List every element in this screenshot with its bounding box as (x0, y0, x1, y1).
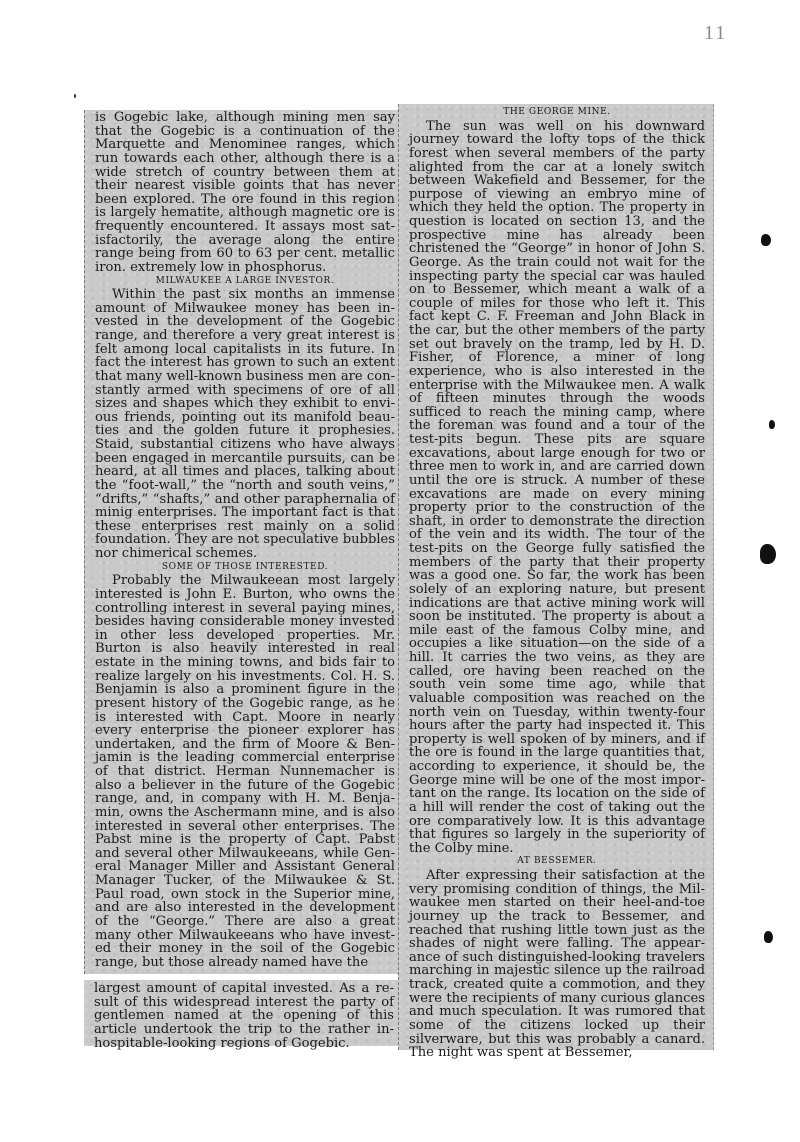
section-heading-milwaukee-investor: MILWAUKEE A LARGE INVESTOR. (155, 275, 335, 286)
paragraph-george-mine: The sun was well on his downward journey toward the lofty tops of the thick forest when several members of the party alighted from the car at a lonely switch between Wakefield and Bessemer, for the purpose of viewing an embryo mine of which they held the option. The property in question is located on section 13, and the prospective mine has already been christened the “George” in honor of John S. George. As the train could not wait for the inspecting party the special car was hauled on to Bessemer, which meant a walk of a couple of miles for those who left it. This fact kept C. F. Freeman and John Black in the car, but the other members of the party set out bravely on the tramp, led by H. D. Fisher, of Florence, a miner of long experience, who is also interested in the enterprise with the Milwaukee men. A walk of fifteen minutes through the woods sufficed to reach the mining camp, where the foreman was found and a tour of the test-pits begun. These pits are square excavations, about large enough for two or three men to work in, and are carried down until the ore is struck. A number of these excavations are made on every mining property prior to the construction of the shaft, in order to demonstrate the direction of the vein and its width. The tour of the test-pits on the George fully satisfied the members of the party that their property was a good one. So far, the work has been solely of an exploring nature, but present indications are that active mining work will soon be instituted. The property is about a mile east of the famous Colby mine, and occupies a like situation—on the side of a hill. It carries the two veins, as they are called, ore having been reached on the south vein some time ago, while that valuable composition was reached on the north vein on Tuesday, within twenty-four hours after the party had inspected it. This property is well spoken of by miners, and if the ore is found in the large quantities that, according to experience, it should be, the George mine will be one of the most important on the range. Its location on the side of a hill will render the cost of taking out the ore comparatively low. It is this advantage that figures so largely in the superiority of the Colby mine. (409, 118, 705, 856)
article-column-left (95, 111, 395, 969)
paragraph-continuation: largest amount of capital invested. As a result of this widespread interest the party of gentlemen named at the opening of this article undertook the trip to the rather inhospitable-looking regions of Gogebic. (94, 981, 394, 1051)
punch-hole-mark-1 (761, 234, 771, 246)
paragraph-opening: is Gogebic lake, although mining men say that the Gogebic is a continuation of the Marquette and Menominee ranges, which run towards each other, although there is a wide stretch of country between them at their nearest visible goints that has never been explored. The ore found in this region is largely hematite, although magnetic ore is frequently encountered. It assays most satisfactorily, the average along the entire range being from 60 to 63 per cent. metallic iron. extremely low in phosphorus. (95, 110, 395, 275)
section-heading-those-interested: SOME OF THOSE INTERESTED. (161, 561, 329, 572)
punch-hole-mark-3 (760, 544, 776, 564)
clipping-left-continuation (84, 980, 400, 1051)
stray-ink-dot (74, 94, 76, 98)
paragraph-those-interested: Probably the Milwaukeean most largely interested is John E. Burton, who owns the controlling interest in several paying mines, besides having considerable money invested in other less developed properties. Mr. Burton is also heavily interested in real estate in the mining towns, and bids fair to realize largely on his investments. Col. H. S. Benjamin is also a prominent figure in the present history of the Gogebic range, as he is interested with Capt. Moore in nearly every enterprise the pioneer explorer has undertaken, and the firm of Moore & Benjamin is the leading commercial enterprise of that district. Herman Nunnemacher is also a believer in the future of the Gogebic range, and, in company with H. M. Benjamin, owns the Aschermann mine, and is also interested in several other enterprises. The Pabst mine is the property of Capt. Pabst and several other Milwaukeeans, while General Manager Miller and Assistant General Manager Tucker, of the Milwaukee & St. Paul road, own stock in the Superior mine, and are also interested in the development of the “George.” There are also a great many other Milwaukeeans who have invested their money in the soil of the Gogebic range, but those already named have the (95, 573, 395, 970)
page-number-mark: 11 (704, 22, 728, 44)
punch-hole-mark-4 (764, 931, 773, 943)
paragraph-at-bessemer: After expressing their satisfaction at the very promising condition of things, the Milwaukee men started on their heel-and-toe journey up the track to Bessemer, and reached that rushing little town just as the shades of night were falling. The appearance of such distinguished-looking travelers marching in majestic silence up the railroad track, created quite a commotion, and they were the recipients of many curious glances and much speculation. It was rumored that some of the citizens locked up their silverware, but this was probably a canard. The night was spent at Bessemer, (409, 868, 705, 1061)
clipping-left-column (84, 110, 402, 974)
paragraph-milwaukee-investor: Within the past six months an immense amount of Milwaukee money has been invested in the development of the Gogebic range, and therefore a very great interest is felt among local capitalists in its future. In fact the interest has grown to such an extent that many well-known business men are constantly armed with specimens of ore of all sizes and shapes which they exhibit to envious friends, pointing out its manifold beauties and the golden future it prophesies. Staid, substantial citizens who have always been engaged in mercantile pursuits, can be heard, at all times and places, talking about the “foot-wall,” the “north and south veins,” “drifts,” “shafts,” and other paraphernalia of minig enterprises. The important fact is that these enterprises rest mainly on a solid foundation. They are not speculative bubbles nor chimerical schemes. (95, 287, 395, 561)
punch-hole-mark-2 (769, 420, 775, 429)
section-heading-at-bessemer: AT BESSEMER. (517, 856, 597, 867)
article-column-right (409, 106, 705, 1060)
section-heading-george-mine: THE GEORGE MINE. (503, 107, 611, 117)
clipping-right-column (398, 104, 714, 1061)
article-column-left-continuation (94, 982, 394, 1050)
